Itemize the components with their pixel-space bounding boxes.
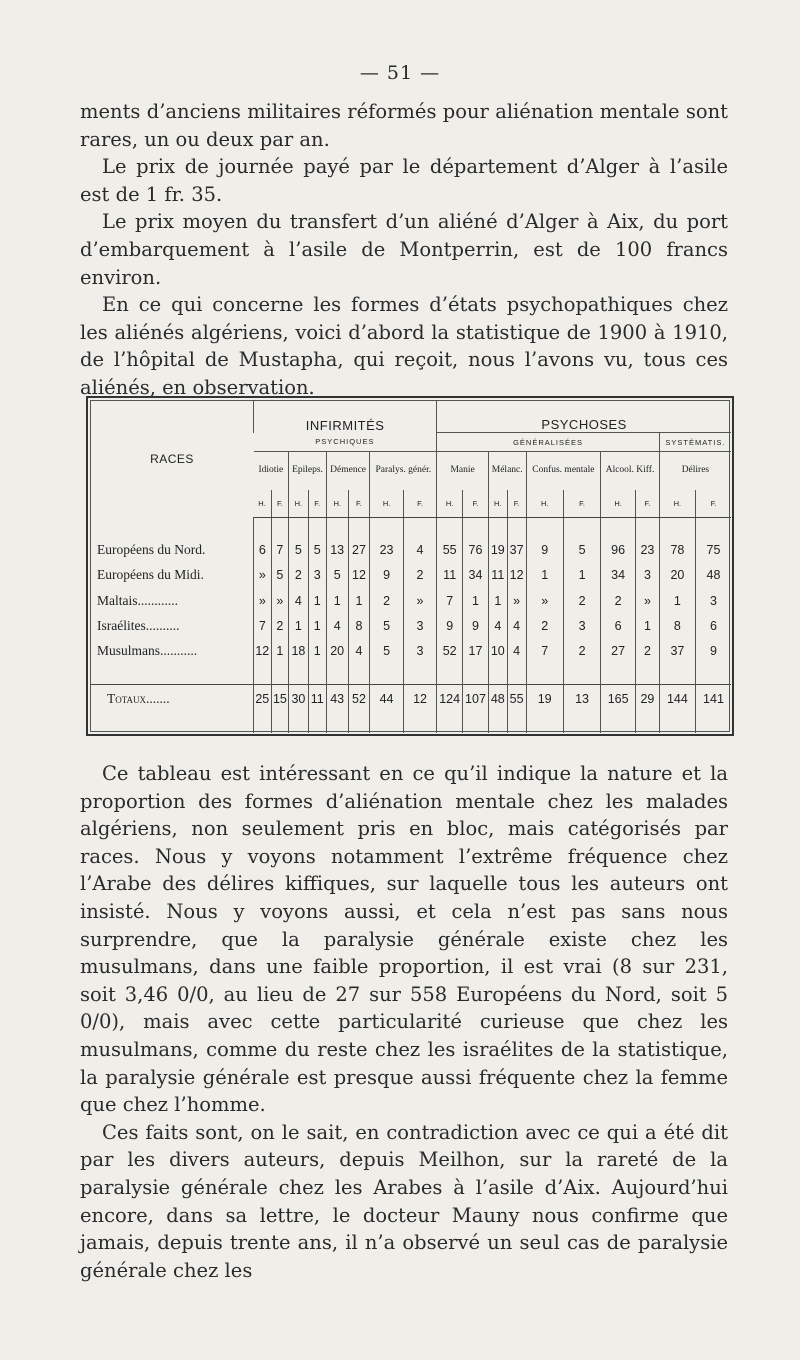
table-cell: 1 <box>526 563 563 588</box>
col-delires: Délires <box>659 451 731 490</box>
table-cell: 1 <box>636 613 660 638</box>
table-cell: 1 <box>326 588 348 613</box>
sex-header-h: H. <box>326 490 348 517</box>
table-cell: » <box>403 588 436 613</box>
table-cell: 3 <box>695 588 731 613</box>
table-cell: 10 <box>488 639 507 664</box>
race-label: Musulmans........... <box>97 643 198 659</box>
sex-header-h: H. <box>659 490 695 517</box>
table-cell: 2 <box>370 588 403 613</box>
table-cell: 3 <box>636 563 660 588</box>
table-cell: 4 <box>488 613 507 638</box>
race-label: Israélites.......... <box>97 618 180 634</box>
table-cell: 20 <box>326 639 348 664</box>
statistics-table <box>91 401 731 733</box>
table-cell: 6 <box>695 613 731 638</box>
group-generalisees: GÉNÉRALISÉES <box>437 433 660 451</box>
table-cell: 4 <box>507 613 526 638</box>
table-cell: 1 <box>308 588 326 613</box>
table-cell: 7 <box>437 588 463 613</box>
col-paralys: Paralys. génér. <box>370 451 437 490</box>
col-melanc: Mélanc. <box>488 451 526 490</box>
table-cell: 2 <box>563 639 600 664</box>
bottom-text-block <box>80 760 728 1284</box>
table-cell: 4 <box>348 639 370 664</box>
table-cell: 9 <box>463 613 489 638</box>
table-cell: » <box>526 588 563 613</box>
table-cell: 78 <box>659 537 695 562</box>
sex-header-f: F. <box>308 490 326 517</box>
sex-header-f: F. <box>507 490 526 517</box>
table-cell: 34 <box>463 563 489 588</box>
race-label: Européens du Midi. <box>97 567 204 583</box>
table-cell: » <box>254 588 272 613</box>
statistics-table-frame <box>86 396 734 736</box>
table-cell: 9 <box>695 639 731 664</box>
totals-cell: 30 <box>289 684 308 714</box>
col-epileps: Epileps. <box>289 451 327 490</box>
group-infirmites: INFIRMITÉS <box>254 401 437 433</box>
paragraph: Le prix moyen du transfert d’un aliéné d’Alger à Aix, du port d’embarquement à l’asile de Montperrin, est de 100 francs environ. <box>80 210 728 289</box>
table-cell: 2 <box>403 563 436 588</box>
table-cell: 2 <box>636 639 660 664</box>
table-cell: » <box>271 588 289 613</box>
table-cell: 5 <box>271 563 289 588</box>
paragraph: Ce tableau est intéressant en ce qu’il indique la nature et la proportion des formes d’aliénation mentale chez les malades algériens, non seulement pris en bloc, mais catégorisés par races. Nous y voyons notamment l’extrême fréquence chez l’Arabe des délires kiffiques, sur laquelle tous les auteurs ont insisté. Nous y voyons aussi, et cela n’est pas sans nous surprendre, que la paralysie générale existe chez les musulmans, dans une faible proportion, il est vrai (8 sur 231, soit 3,46 0/0, au lieu de 27 sur 558 Européens du Nord, soit 5 0/0), mais avec cette particularité curieuse que chez les musulmans, comme du reste chez les israélites de la statistique, la paralysie générale est presque aussi fréquente chez la femme que chez l’homme. <box>80 762 728 1117</box>
table-row <box>91 639 731 664</box>
table-cell: 1 <box>488 588 507 613</box>
table-cell: 13 <box>326 537 348 562</box>
table-cell: 23 <box>370 537 403 562</box>
paragraph: ments d’anciens militaires réformés pour aliénation mentale sont rares, un ou deux par an. <box>80 100 728 151</box>
sex-header-f: F. <box>636 490 660 517</box>
totals-cell: 141 <box>695 684 731 714</box>
table-cell: 27 <box>601 639 636 664</box>
table-cell: 1 <box>308 613 326 638</box>
table-cell: 55 <box>437 537 463 562</box>
totals-cell: 13 <box>563 684 600 714</box>
table-cell: 2 <box>289 563 308 588</box>
table-cell: 4 <box>403 537 436 562</box>
col-demence: Démence <box>326 451 370 490</box>
table-cell: 27 <box>348 537 370 562</box>
table-cell: 2 <box>601 588 636 613</box>
table-cell: 3 <box>308 563 326 588</box>
group-systematis: SYSTÉMATIS. <box>659 433 731 451</box>
table-cell: 9 <box>526 537 563 562</box>
table-cell: 3 <box>403 613 436 638</box>
sex-header-f: F. <box>403 490 436 517</box>
table-cell: 5 <box>563 537 600 562</box>
race-label: Européens du Nord. <box>97 542 206 558</box>
table-cell: 1 <box>271 639 289 664</box>
totals-cell: 25 <box>254 684 272 714</box>
totals-cell: 52 <box>348 684 370 714</box>
table-cell: 4 <box>326 613 348 638</box>
totals-cell: 44 <box>370 684 403 714</box>
table-cell: 52 <box>437 639 463 664</box>
totals-cell: 144 <box>659 684 695 714</box>
table-row <box>91 537 731 562</box>
sex-header-h: H. <box>601 490 636 517</box>
table-cell: 37 <box>507 537 526 562</box>
table-cell: 2 <box>563 588 600 613</box>
table-cell: 96 <box>601 537 636 562</box>
table-cell: 8 <box>659 613 695 638</box>
top-text-block <box>80 98 728 402</box>
table-cell: 5 <box>308 537 326 562</box>
table-cell: 1 <box>659 588 695 613</box>
totals-cell: 107 <box>463 684 489 714</box>
table-cell: 7 <box>254 613 272 638</box>
table-cell: 9 <box>370 563 403 588</box>
paragraph: Le prix de journée payé par le département d’Alger à l’asile est de 1 fr. 35. <box>80 155 728 206</box>
table-cell: 9 <box>437 613 463 638</box>
table-cell: 2 <box>271 613 289 638</box>
sex-header-f: F. <box>348 490 370 517</box>
table-cell: 5 <box>289 537 308 562</box>
table-cell: 11 <box>437 563 463 588</box>
table-row <box>91 613 731 638</box>
sex-header-f: F. <box>563 490 600 517</box>
sex-header-f: F. <box>695 490 731 517</box>
sex-header-h: H. <box>437 490 463 517</box>
table-cell: 1 <box>463 588 489 613</box>
table-cell: 12 <box>254 639 272 664</box>
table-cell: » <box>636 588 660 613</box>
table-cell: 20 <box>659 563 695 588</box>
table-cell: 11 <box>488 563 507 588</box>
sex-header-f: F. <box>271 490 289 517</box>
table-cell: 48 <box>695 563 731 588</box>
table-cell: 8 <box>348 613 370 638</box>
totals-cell: 11 <box>308 684 326 714</box>
group-infirmites-sub: PSYCHIQUES <box>315 437 375 447</box>
totals-cell: 12 <box>403 684 436 714</box>
table-cell: 5 <box>370 613 403 638</box>
col-confus: Confus. mentale <box>526 451 601 490</box>
totals-cell: 15 <box>271 684 289 714</box>
group-psychoses: PSYCHOSES <box>437 401 731 433</box>
table-cell: 3 <box>563 613 600 638</box>
totals-cell: 55 <box>507 684 526 714</box>
table-cell: 12 <box>348 563 370 588</box>
table-cell: 4 <box>507 639 526 664</box>
table-cell: 12 <box>507 563 526 588</box>
table-cell: 5 <box>370 639 403 664</box>
table-cell: 18 <box>289 639 308 664</box>
table-cell: 75 <box>695 537 731 562</box>
totals-cell: 48 <box>488 684 507 714</box>
table-cell: 1 <box>348 588 370 613</box>
table-cell: » <box>254 563 272 588</box>
table-cell: 2 <box>526 613 563 638</box>
sex-header-h: H. <box>526 490 563 517</box>
table-cell: 5 <box>326 563 348 588</box>
totals-cell: 19 <box>526 684 563 714</box>
table-cell: » <box>507 588 526 613</box>
table-cell: 37 <box>659 639 695 664</box>
table-cell: 1 <box>563 563 600 588</box>
table-cell: 7 <box>271 537 289 562</box>
sex-header-f: F. <box>463 490 489 517</box>
table-cell: 6 <box>254 537 272 562</box>
totals-row <box>91 684 731 714</box>
races-header: RACES <box>150 452 194 467</box>
paragraph: En ce qui concerne les formes d’états psychopathiques chez les aliénés algériens, voici d’abord la statistique de 1900 à 1910, de l’hôpital de Mustapha, qui reçoit, nous l’avons vu, tous ces aliénés, en observation. <box>80 293 728 399</box>
table-cell: 17 <box>463 639 489 664</box>
table-cell: 19 <box>488 537 507 562</box>
sex-header-h: H. <box>488 490 507 517</box>
col-idiotie: Idiotie <box>254 451 289 490</box>
sex-header-h: H. <box>289 490 308 517</box>
table-cell: 23 <box>636 537 660 562</box>
col-alcool: Alcool. Kiff. <box>601 451 660 490</box>
table-cell: 1 <box>308 639 326 664</box>
table-cell: 34 <box>601 563 636 588</box>
col-manie: Manie <box>437 451 489 490</box>
totals-label: Totaux....... <box>91 684 254 714</box>
table-row <box>91 588 731 613</box>
table-cell: 4 <box>289 588 308 613</box>
table-cell: 1 <box>289 613 308 638</box>
table-cell: 7 <box>526 639 563 664</box>
table-cell: 6 <box>601 613 636 638</box>
totals-cell: 43 <box>326 684 348 714</box>
sex-header-h: H. <box>254 490 272 517</box>
totals-cell: 165 <box>601 684 636 714</box>
table-row <box>91 563 731 588</box>
table-cell: 76 <box>463 537 489 562</box>
race-label: Maltais............ <box>97 592 178 608</box>
table-cell: 3 <box>403 639 436 664</box>
page-number: — 51 — <box>359 62 441 84</box>
sex-header-h: H. <box>370 490 403 517</box>
paragraph: Ces faits sont, on le sait, en contradiction avec ce qui a été dit par les divers auteurs, depuis Meilhon, sur la rareté de la paralysie générale chez les Arabes à l’asile d’Aix. Aujourd’hui encore, dans sa lettre, le docteur Mauny nous confirme que jamais, depuis trente ans, il n’a observé un seul cas de paralysie générale chez les <box>80 1120 728 1282</box>
totals-cell: 124 <box>437 684 463 714</box>
totals-cell: 29 <box>636 684 660 714</box>
